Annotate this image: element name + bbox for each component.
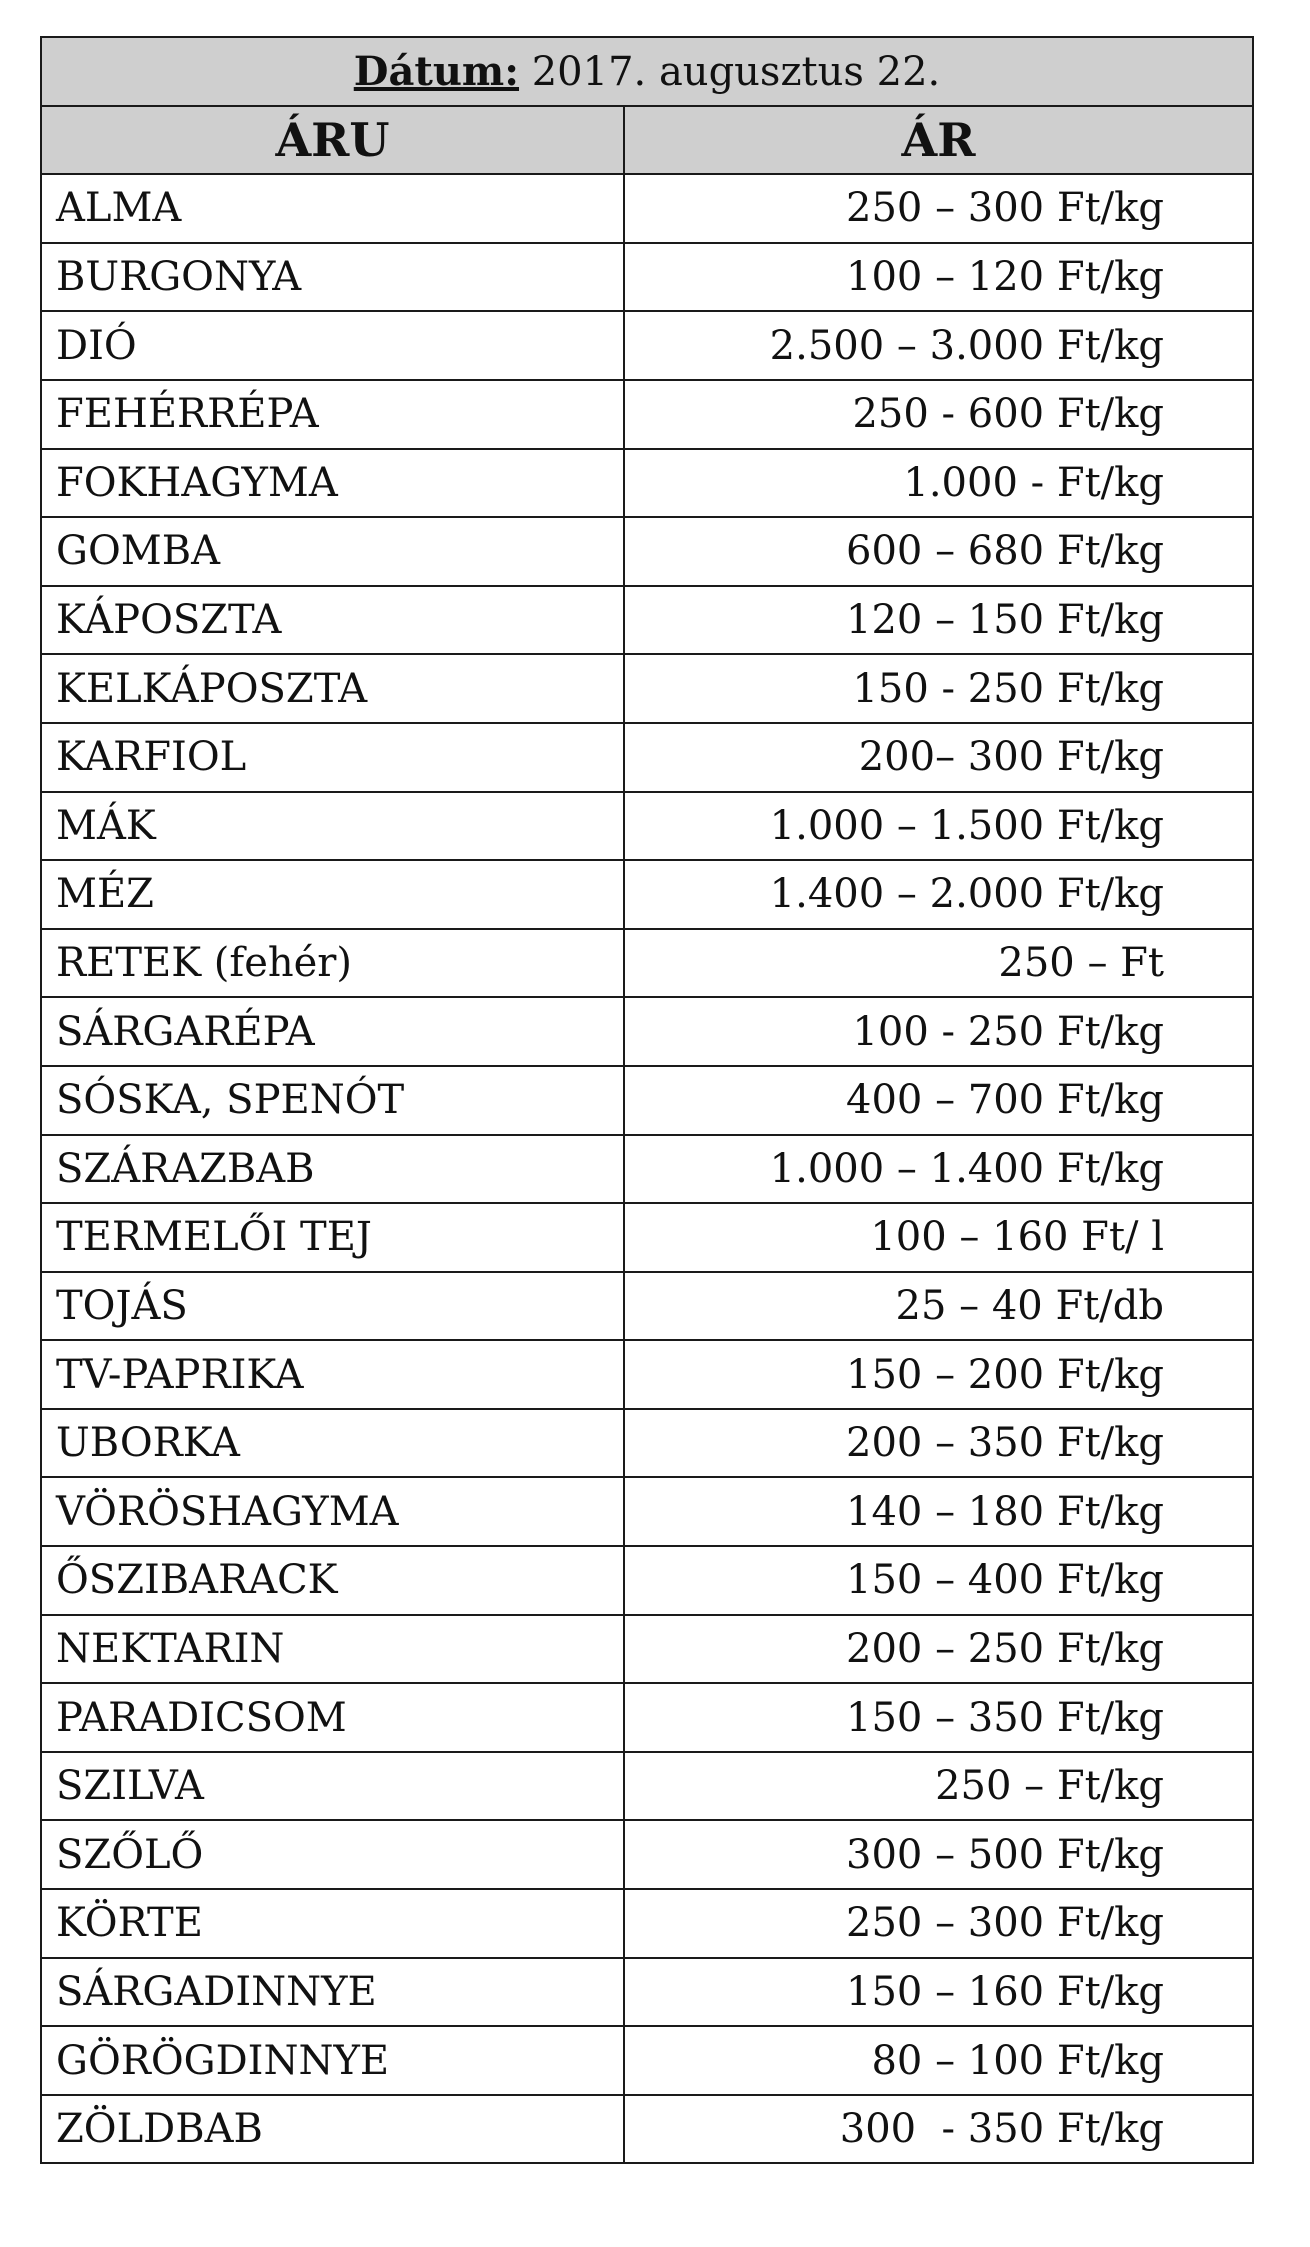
item-name-cell: RETEK (fehér): [41, 929, 624, 998]
header-row: [41, 106, 1253, 175]
date-cell: [41, 37, 1253, 106]
item-name-cell: SZILVA: [41, 1752, 624, 1821]
item-price-cell: 200 – 250 Ft/kg: [624, 1615, 1253, 1684]
item-price-cell: 1.000 – 1.500 Ft/kg: [624, 792, 1253, 861]
item-name-cell: VÖRÖSHAGYMA: [41, 1477, 624, 1546]
table-row: [41, 1477, 1253, 1546]
item-name-cell: PARADICSOM: [41, 1683, 624, 1752]
table-row: [41, 654, 1253, 723]
table-row: [41, 380, 1253, 449]
column-header-item: ÁRU: [41, 106, 624, 175]
item-price-cell: 250 – Ft: [624, 929, 1253, 998]
item-price-cell: 100 – 160 Ft/ l: [624, 1203, 1253, 1272]
item-name-cell: DIÓ: [41, 311, 624, 380]
table-row: [41, 1066, 1253, 1135]
item-price-cell: 300 – 500 Ft/kg: [624, 1820, 1253, 1889]
item-price-cell: 150 - 250 Ft/kg: [624, 654, 1253, 723]
item-price-cell: 400 – 700 Ft/kg: [624, 1066, 1253, 1135]
table-row: [41, 1889, 1253, 1958]
table-row: [41, 1409, 1253, 1478]
item-name-cell: SZŐLŐ: [41, 1820, 624, 1889]
item-price-cell: 300 - 350 Ft/kg: [624, 2095, 1253, 2164]
item-price-cell: 1.000 - Ft/kg: [624, 449, 1253, 518]
table-row: [41, 1340, 1253, 1409]
item-name-cell: KELKÁPOSZTA: [41, 654, 624, 723]
item-name-cell: TOJÁS: [41, 1272, 624, 1341]
table-row: [41, 860, 1253, 929]
date-label: Dátum:: [353, 47, 520, 95]
item-name-cell: BURGONYA: [41, 243, 624, 312]
item-price-cell: 150 – 400 Ft/kg: [624, 1546, 1253, 1615]
item-price-cell: 1.400 – 2.000 Ft/kg: [624, 860, 1253, 929]
item-price-cell: 120 – 150 Ft/kg: [624, 586, 1253, 655]
item-name-cell: FOKHAGYMA: [41, 449, 624, 518]
table-row: [41, 1546, 1253, 1615]
item-price-cell: 200 – 350 Ft/kg: [624, 1409, 1253, 1478]
table-row: [41, 1615, 1253, 1684]
item-price-cell: 200– 300 Ft/kg: [624, 723, 1253, 792]
item-price-cell: 1.000 – 1.400 Ft/kg: [624, 1135, 1253, 1204]
item-name-cell: SÁRGARÉPA: [41, 997, 624, 1066]
item-price-cell: 250 - 600 Ft/kg: [624, 380, 1253, 449]
item-name-cell: SZÁRAZBAB: [41, 1135, 624, 1204]
item-name-cell: GÖRÖGDINNYE: [41, 2026, 624, 2095]
item-price-cell: 100 - 250 Ft/kg: [624, 997, 1253, 1066]
table-row: [41, 723, 1253, 792]
item-name-cell: GOMBA: [41, 517, 624, 586]
item-price-cell: 140 – 180 Ft/kg: [624, 1477, 1253, 1546]
item-name-cell: MÁK: [41, 792, 624, 861]
item-name-cell: MÉZ: [41, 860, 624, 929]
item-name-cell: NEKTARIN: [41, 1615, 624, 1684]
table-row: [41, 929, 1253, 998]
item-price-cell: 2.500 – 3.000 Ft/kg: [624, 311, 1253, 380]
item-name-cell: KÖRTE: [41, 1889, 624, 1958]
item-price-cell: 25 – 40 Ft/db: [624, 1272, 1253, 1341]
item-name-cell: FEHÉRRÉPA: [41, 380, 624, 449]
table-row: [41, 586, 1253, 655]
table-row: [41, 243, 1253, 312]
table-row: [41, 517, 1253, 586]
item-price-cell: 80 – 100 Ft/kg: [624, 2026, 1253, 2095]
table-row: [41, 1683, 1253, 1752]
table-row: [41, 2095, 1253, 2164]
table-row: [41, 311, 1253, 380]
table-row: [41, 449, 1253, 518]
table-row: [41, 1272, 1253, 1341]
table-row: [41, 997, 1253, 1066]
column-header-price: ÁR: [624, 106, 1253, 175]
table-row: [41, 1135, 1253, 1204]
item-name-cell: TERMELŐI TEJ: [41, 1203, 624, 1272]
table-row: [41, 174, 1253, 243]
item-name-cell: ALMA: [41, 174, 624, 243]
item-price-cell: 150 – 160 Ft/kg: [624, 1958, 1253, 2027]
item-price-cell: 250 – 300 Ft/kg: [624, 174, 1253, 243]
table-row: [41, 1203, 1253, 1272]
table-row: [41, 1958, 1253, 2027]
item-name-cell: SÁRGADINNYE: [41, 1958, 624, 2027]
item-price-cell: 250 – Ft/kg: [624, 1752, 1253, 1821]
item-price-cell: 100 – 120 Ft/kg: [624, 243, 1253, 312]
table-row: [41, 1820, 1253, 1889]
item-price-cell: 150 – 200 Ft/kg: [624, 1340, 1253, 1409]
table-row: [41, 1752, 1253, 1821]
item-price-cell: 600 – 680 Ft/kg: [624, 517, 1253, 586]
item-name-cell: ZÖLDBAB: [41, 2095, 624, 2164]
item-name-cell: ŐSZIBARACK: [41, 1546, 624, 1615]
item-name-cell: KÁPOSZTA: [41, 586, 624, 655]
date-value: 2017. augusztus 22.: [519, 48, 941, 95]
item-name-cell: TV-PAPRIKA: [41, 1340, 624, 1409]
table-row: [41, 2026, 1253, 2095]
table-row: [41, 792, 1253, 861]
item-name-cell: KARFIOL: [41, 723, 624, 792]
item-price-cell: 150 – 350 Ft/kg: [624, 1683, 1253, 1752]
date-row: [41, 37, 1253, 106]
price-table: [40, 36, 1254, 2164]
item-price-cell: 250 – 300 Ft/kg: [624, 1889, 1253, 1958]
item-name-cell: SÓSKA, SPENÓT: [41, 1066, 624, 1135]
item-name-cell: UBORKA: [41, 1409, 624, 1478]
